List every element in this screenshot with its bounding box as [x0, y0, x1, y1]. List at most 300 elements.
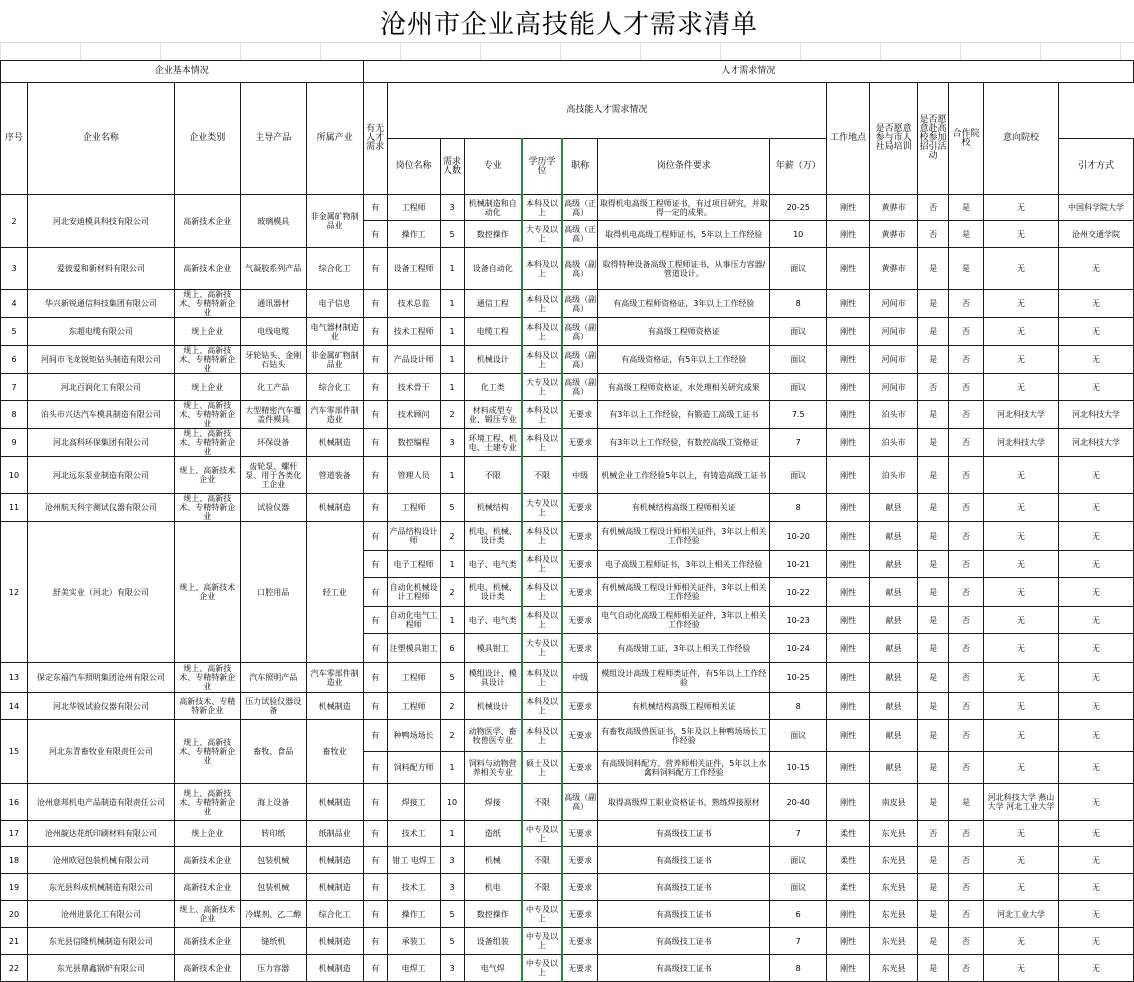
training-cell: 是 — [918, 346, 949, 374]
recruit-cell: 是 — [949, 248, 984, 290]
location-cell: 献县 — [870, 607, 918, 634]
education-cell: 本科及以上 — [522, 663, 562, 693]
product-cell: 缝纸机 — [240, 928, 306, 955]
rank-cell: 无要求 — [562, 578, 598, 607]
rank-cell: 无要求 — [562, 494, 598, 522]
rank-cell: 无要求 — [562, 401, 598, 429]
requirements-cell: 机械企业工作经验5年以上，有铸造高级工证书 — [598, 457, 770, 494]
intent-cell: 无 — [1058, 318, 1133, 346]
salary-cell: 7 — [770, 821, 827, 847]
recruit-cell: 否 — [949, 720, 984, 752]
method-cell: 柔性 — [827, 847, 870, 874]
partner-cell: 河北科技大学 — [984, 429, 1059, 457]
talent-demand-header: 人才需求情况 — [363, 61, 1133, 83]
partner-cell: 无 — [984, 290, 1059, 318]
seq-cell: 11 — [1, 494, 28, 522]
position-cell: 技术工程师 — [387, 318, 440, 346]
seq-cell: 2 — [1, 195, 28, 248]
rank-header: 职称 — [562, 139, 598, 195]
method-cell: 刚性 — [827, 955, 870, 982]
requirements-cell: 电子高级工程师证书，3年以上相关工作经验 — [598, 551, 770, 578]
table-row — [1, 429, 1134, 457]
requirements-cell: 模组设计高级工程师类证件，有5年以上工作经验 — [598, 663, 770, 693]
count-cell: 6 — [440, 634, 464, 663]
recruit-cell: 否 — [949, 551, 984, 578]
method-cell: 刚性 — [827, 720, 870, 752]
salary-cell: 10-15 — [770, 752, 827, 784]
rank-cell: 无要求 — [562, 901, 598, 928]
method-cell: 刚性 — [827, 693, 870, 720]
has-demand-cell: 有 — [363, 928, 387, 955]
count-cell: 3 — [440, 847, 464, 874]
major-cell: 机电、机械、设计类 — [464, 578, 522, 607]
company-cell: 河北百润化工有限公司 — [27, 374, 174, 401]
education-cell: 大专及以上 — [522, 494, 562, 522]
recruit-cell: 否 — [949, 928, 984, 955]
salary-cell: 10-20 — [770, 522, 827, 551]
partner-cell: 无 — [984, 522, 1059, 551]
product-header: 主导产品 — [240, 83, 306, 195]
method-cell: 刚性 — [827, 494, 870, 522]
table-row — [1, 693, 1134, 720]
company-cell: 沧州进景化工有限公司 — [27, 901, 174, 928]
category-cell: 规上、高新技术、专精特新企业 — [174, 429, 240, 457]
major-cell: 数控操作 — [464, 221, 522, 248]
partner-cell: 无 — [984, 578, 1059, 607]
count-cell: 1 — [440, 551, 464, 578]
training-cell: 是 — [918, 634, 949, 663]
category-cell: 规上、高新技术、专精特新企业 — [174, 784, 240, 821]
method-cell: 刚性 — [827, 663, 870, 693]
major-cell: 机械 — [464, 847, 522, 874]
requirements-cell: 有高级技工证书 — [598, 847, 770, 874]
salary-cell: 8 — [770, 693, 827, 720]
rank-cell: 无要求 — [562, 928, 598, 955]
education-cell: 本科及以上 — [522, 429, 562, 457]
company-cell: 东超电缆有限公司 — [27, 318, 174, 346]
category-cell: 规上、高新技术、专精特新企业 — [174, 290, 240, 318]
recruit-cell: 否 — [949, 693, 984, 720]
position-cell: 种鸭场场长 — [387, 720, 440, 752]
major-cell: 不限 — [464, 457, 522, 494]
education-cell: 不限 — [522, 874, 562, 901]
table-row — [1, 195, 1134, 221]
salary-cell: 20-40 — [770, 784, 827, 821]
table-row — [1, 374, 1134, 401]
training-cell: 否 — [918, 221, 949, 248]
has-demand-cell: 有 — [363, 752, 387, 784]
location-cell: 献县 — [870, 634, 918, 663]
training-cell: 是 — [918, 720, 949, 752]
position-cell: 技术顾问 — [387, 401, 440, 429]
has-demand-cell: 有 — [363, 874, 387, 901]
has-demand-cell: 有 — [363, 847, 387, 874]
major-cell: 机械设计 — [464, 346, 522, 374]
intent-cell: 无 — [1058, 847, 1133, 874]
training-cell: 是 — [918, 494, 949, 522]
table-row — [1, 663, 1134, 693]
rank-cell: 无要求 — [562, 693, 598, 720]
position-cell: 数控编程 — [387, 429, 440, 457]
location-cell: 泊头市 — [870, 429, 918, 457]
industry-cell: 机械制造 — [306, 429, 363, 457]
method-cell: 刚性 — [827, 401, 870, 429]
location-cell: 东光县 — [870, 874, 918, 901]
method-cell: 刚性 — [827, 551, 870, 578]
recruit-cell: 否 — [949, 494, 984, 522]
location-cell: 泊头市 — [870, 457, 918, 494]
product-cell: 包装机械 — [240, 874, 306, 901]
count-cell: 1 — [440, 374, 464, 401]
table-row — [1, 494, 1134, 522]
table-row — [1, 928, 1134, 955]
position-cell: 产品设计师 — [387, 346, 440, 374]
table-row — [1, 821, 1134, 847]
partner-cell: 无 — [984, 551, 1059, 578]
count-cell: 2 — [440, 401, 464, 429]
table-row — [1, 522, 1134, 551]
recruit-cell: 是 — [949, 195, 984, 221]
has-demand-cell: 有 — [363, 494, 387, 522]
position-cell: 技术总监 — [387, 290, 440, 318]
product-cell: 环保设备 — [240, 429, 306, 457]
rank-cell: 无要求 — [562, 607, 598, 634]
category-cell: 规上、高新技术、专精特新企业 — [174, 346, 240, 374]
requirements-cell: 取得高级焊工职业资格证书，熟练焊接原材 — [598, 784, 770, 821]
has-demand-cell: 有 — [363, 374, 387, 401]
category-cell: 规上、高新技术企业 — [174, 901, 240, 928]
requirements-cell: 有机械结构高级工程师相关证 — [598, 494, 770, 522]
seq-cell: 21 — [1, 928, 28, 955]
salary-cell: 6 — [770, 901, 827, 928]
education-cell: 中专及以上 — [522, 955, 562, 982]
method-cell: 柔性 — [827, 874, 870, 901]
requirements-cell: 有高级钳工证，3年以上相关工作经验 — [598, 634, 770, 663]
salary-cell: 7 — [770, 928, 827, 955]
requirements-cell: 取得机电高级工程师证书，有过项目研究，并取得一定的成果。 — [598, 195, 770, 221]
table-row — [1, 346, 1134, 374]
partner-cell: 无 — [984, 663, 1059, 693]
seq-header: 序号 — [1, 83, 28, 195]
industry-cell: 机械制造 — [306, 784, 363, 821]
location-cell: 献县 — [870, 522, 918, 551]
rank-cell: 无要求 — [562, 634, 598, 663]
education-cell: 本科及以上 — [522, 346, 562, 374]
method-cell: 刚性 — [827, 195, 870, 221]
recruit-cell: 否 — [949, 634, 984, 663]
company-cell: 沧州航天科宇测试仪器有限公司 — [27, 494, 174, 522]
seq-cell: 3 — [1, 248, 28, 290]
education-cell: 中专及以上 — [522, 928, 562, 955]
major-cell: 数控操作 — [464, 901, 522, 928]
training-cell: 否 — [918, 374, 949, 401]
company-cell: 河间市飞龙锐矩钻头制造有限公司 — [27, 346, 174, 374]
category-cell: 规上、高新技术、专精特新企业 — [174, 663, 240, 693]
has-demand-cell: 有 — [363, 290, 387, 318]
intent-cell: 无 — [1058, 551, 1133, 578]
training-cell: 是 — [918, 429, 949, 457]
recruit-cell: 是 — [949, 221, 984, 248]
partner-cell: 无 — [984, 494, 1059, 522]
count-cell: 3 — [440, 195, 464, 221]
position-cell: 技术工 — [387, 821, 440, 847]
training-cell: 是 — [918, 290, 949, 318]
recruit-cell: 否 — [949, 401, 984, 429]
intent-cell: 沧州交通学院 — [1058, 221, 1133, 248]
requirements-cell: 有高级饲料配方、营养师相关证件，5年以上水禽料饲料配方工作经验 — [598, 752, 770, 784]
major-cell: 饲料与动物营养相关专业 — [464, 752, 522, 784]
category-header: 企业类别 — [174, 83, 240, 195]
intent-cell: 无 — [1058, 874, 1133, 901]
title-row — [0, 0, 1134, 43]
location-cell: 献县 — [870, 663, 918, 693]
position-cell: 自动化机械设计工程师 — [387, 578, 440, 607]
salary-cell: 面议 — [770, 248, 827, 290]
method-cell: 刚性 — [827, 634, 870, 663]
partner-cell: 河北工业大学 — [984, 901, 1059, 928]
recruit-cell: 是 — [949, 784, 984, 821]
seq-cell: 7 — [1, 374, 28, 401]
seq-cell: 5 — [1, 318, 28, 346]
training-cell: 是 — [918, 847, 949, 874]
company-cell: 泊头市兴达汽车模具制造有限公司 — [27, 401, 174, 429]
requirements-cell: 有畜牧高级兽医证书，5年及以上种鸭场场长工作经验 — [598, 720, 770, 752]
education-header: 学历学位 — [522, 139, 562, 195]
product-cell: 牙轮钻头、金刚石钻头 — [240, 346, 306, 374]
recruit-cell: 否 — [949, 821, 984, 847]
salary-cell: 10-22 — [770, 578, 827, 607]
method-cell: 刚性 — [827, 290, 870, 318]
method-cell: 刚性 — [827, 901, 870, 928]
position-cell: 工程师 — [387, 663, 440, 693]
industry-cell: 综合化工 — [306, 248, 363, 290]
location-cell: 献县 — [870, 752, 918, 784]
education-cell: 硕士及以上 — [522, 752, 562, 784]
location-cell: 东光县 — [870, 821, 918, 847]
education-cell: 本科及以上 — [522, 248, 562, 290]
has-demand-cell: 有 — [363, 401, 387, 429]
table-row — [1, 720, 1134, 752]
count-cell: 3 — [440, 874, 464, 901]
training-cell: 是 — [918, 248, 949, 290]
intent-cell: 无 — [1058, 693, 1133, 720]
product-cell: 海上设备 — [240, 784, 306, 821]
recruit-cell: 否 — [949, 752, 984, 784]
training-cell: 是 — [918, 663, 949, 693]
has-demand-cell: 有 — [363, 457, 387, 494]
category-cell: 高新技术企业 — [174, 195, 240, 248]
company-cell: 河北高科环保集团有限公司 — [27, 429, 174, 457]
partner-cell: 无 — [984, 607, 1059, 634]
major-cell: 材料成型专业、锻压专业 — [464, 401, 522, 429]
intent-cell: 无 — [1058, 663, 1133, 693]
major-cell: 模组设计、模具设计 — [464, 663, 522, 693]
table-row — [1, 784, 1134, 821]
education-cell: 本科及以上 — [522, 401, 562, 429]
location-cell: 献县 — [870, 578, 918, 607]
high-skill-header: 高技能人才需求情况 — [387, 83, 827, 139]
intent-cell: 无 — [1058, 901, 1133, 928]
position-cell: 工程师 — [387, 195, 440, 221]
industry-cell: 机械制造 — [306, 494, 363, 522]
salary-cell: 面议 — [770, 374, 827, 401]
partner-cell: 无 — [984, 248, 1059, 290]
intent-cell: 无 — [1058, 374, 1133, 401]
partner-cell: 无 — [984, 955, 1059, 982]
major-cell: 电子、电气类 — [464, 551, 522, 578]
count-cell: 5 — [440, 663, 464, 693]
major-cell: 电气焊 — [464, 955, 522, 982]
education-cell: 本科及以上 — [522, 290, 562, 318]
industry-cell: 机械制造 — [306, 928, 363, 955]
education-cell: 中专及以上 — [522, 901, 562, 928]
major-cell: 焊接 — [464, 784, 522, 821]
seq-cell: 6 — [1, 346, 28, 374]
count-cell: 2 — [440, 522, 464, 551]
requirements-cell: 有高级工程师资格证，3年以上工作经验 — [598, 290, 770, 318]
rank-cell: 中级 — [562, 663, 598, 693]
major-cell: 机械结构 — [464, 494, 522, 522]
partner-cell: 无 — [984, 634, 1059, 663]
salary-cell: 面议 — [770, 874, 827, 901]
rank-cell: 高级（副高） — [562, 346, 598, 374]
company-cell: 沧州意邦机电产品制造有限责任公司 — [27, 784, 174, 821]
industry-cell: 电气器材制造业 — [306, 318, 363, 346]
method-cell: 刚性 — [827, 429, 870, 457]
recruit-cell: 否 — [949, 346, 984, 374]
major-cell: 通信工程 — [464, 290, 522, 318]
industry-cell: 非金属矿物制品业 — [306, 195, 363, 248]
intent-cell: 无 — [1058, 752, 1133, 784]
count-cell: 1 — [440, 821, 464, 847]
partner-cell: 无 — [984, 457, 1059, 494]
category-cell: 高新技术企业 — [174, 955, 240, 982]
intent-cell: 无 — [1058, 607, 1133, 634]
seq-cell: 20 — [1, 901, 28, 928]
recruit-cell: 否 — [949, 318, 984, 346]
education-cell: 不限 — [522, 457, 562, 494]
industry-cell: 机械制造 — [306, 874, 363, 901]
company-cell: 沧州欧冠包装机械有限公司 — [27, 847, 174, 874]
table-row — [1, 290, 1134, 318]
recruit-cell: 否 — [949, 874, 984, 901]
recruit-cell: 否 — [949, 290, 984, 318]
industry-cell: 汽车零部件制造业 — [306, 401, 363, 429]
seq-cell: 15 — [1, 720, 28, 784]
page-title: 沧州市企业高技能人才需求清单 — [380, 10, 759, 40]
count-cell: 1 — [440, 457, 464, 494]
table-row — [1, 457, 1134, 494]
salary-cell: 20-25 — [770, 195, 827, 221]
training-cell: 是 — [918, 607, 949, 634]
method-cell: 刚性 — [827, 248, 870, 290]
position-cell: 产品结构设计师 — [387, 522, 440, 551]
seq-cell: 19 — [1, 874, 28, 901]
count-cell: 2 — [440, 693, 464, 720]
salary-cell: 10-21 — [770, 551, 827, 578]
has-demand-cell: 有 — [363, 248, 387, 290]
recruit-cell: 否 — [949, 457, 984, 494]
intent-cell: 无 — [1058, 248, 1133, 290]
location-cell: 黄骅市 — [870, 248, 918, 290]
rank-cell: 高级（副高） — [562, 318, 598, 346]
intent-cell: 河北科技大学 — [1058, 401, 1133, 429]
has-demand-cell: 有 — [363, 634, 387, 663]
major-cell: 化工类 — [464, 374, 522, 401]
partner-cell: 无 — [984, 374, 1059, 401]
product-cell: 大型精密汽车覆盖件模具 — [240, 401, 306, 429]
company-cell: 爱彼爱和新材料有限公司 — [27, 248, 174, 290]
has-demand-cell: 有 — [363, 901, 387, 928]
major-cell: 造纸 — [464, 821, 522, 847]
location-cell: 献县 — [870, 693, 918, 720]
salary-cell: 面议 — [770, 847, 827, 874]
rank-cell: 高级（副高） — [562, 374, 598, 401]
recruit-cell: 否 — [949, 374, 984, 401]
count-cell: 2 — [440, 578, 464, 607]
has-demand-cell: 有 — [363, 663, 387, 693]
company-cell: 舒美实业（河北）有限公司 — [27, 522, 174, 663]
seq-cell: 22 — [1, 955, 28, 982]
education-cell: 本科及以上 — [522, 195, 562, 221]
blank-row — [0, 42, 1134, 61]
requirements-cell: 有高级工程师资格证 — [598, 318, 770, 346]
seq-cell: 16 — [1, 784, 28, 821]
position-cell: 钳工 电焊工 — [387, 847, 440, 874]
seq-cell: 13 — [1, 663, 28, 693]
position-cell: 设备工程师 — [387, 248, 440, 290]
requirements-cell: 有机械结构高级工程师相关证 — [598, 693, 770, 720]
recruit-cell: 否 — [949, 607, 984, 634]
company-cell: 保定东福汽车照明集团沧州有限公司 — [27, 663, 174, 693]
location-cell: 东光县 — [870, 847, 918, 874]
salary-cell: 8 — [770, 290, 827, 318]
requirements-cell: 有高级技工证书 — [598, 821, 770, 847]
table-row — [1, 901, 1134, 928]
product-cell: 气凝胶系列产品 — [240, 248, 306, 290]
requirements-cell: 有高级技工证书 — [598, 901, 770, 928]
company-cell: 华兴新锐通信科技集团有限公司 — [27, 290, 174, 318]
has-demand-cell: 有 — [363, 195, 387, 221]
location-cell: 献县 — [870, 720, 918, 752]
salary-cell: 10 — [770, 221, 827, 248]
partner-cell: 无 — [984, 318, 1059, 346]
count-header: 需求人数 — [440, 139, 464, 195]
location-cell: 南皮县 — [870, 784, 918, 821]
training-cell: 是 — [918, 955, 949, 982]
category-cell: 高新技术、专精特新企业 — [174, 693, 240, 720]
intent-cell: 无 — [1058, 457, 1133, 494]
position-cell: 操作工 — [387, 221, 440, 248]
training-cell: 是 — [918, 318, 949, 346]
education-cell: 本科及以上 — [522, 551, 562, 578]
partner-cell: 无 — [984, 693, 1059, 720]
count-cell: 3 — [440, 955, 464, 982]
location-cell: 河间市 — [870, 290, 918, 318]
has-demand-cell: 有 — [363, 318, 387, 346]
method-cell: 刚性 — [827, 928, 870, 955]
recruit-header: 是否愿意赴高校参加招引活动 — [918, 83, 949, 195]
position-cell: 电焊工 — [387, 955, 440, 982]
method-cell: 刚性 — [827, 578, 870, 607]
training-cell: 是 — [918, 457, 949, 494]
position-cell: 技术工 — [387, 874, 440, 901]
product-cell: 齿轮泵、螺杆泵、用于各类化工企业 — [240, 457, 306, 494]
product-cell: 压力容器 — [240, 955, 306, 982]
education-cell: 本科及以上 — [522, 522, 562, 551]
training-cell: 否 — [918, 195, 949, 221]
education-cell: 本科及以上 — [522, 318, 562, 346]
